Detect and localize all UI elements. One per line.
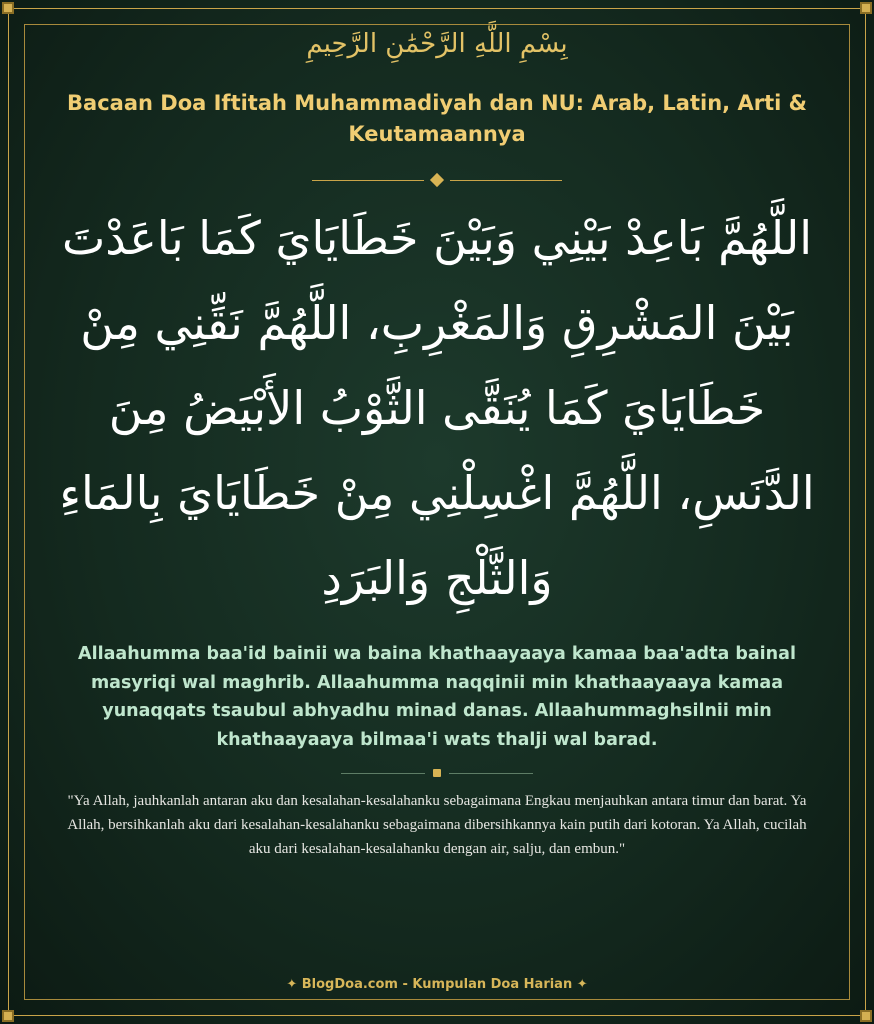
latin-transliteration: Allaahumma baa'id bainii wa baina khathaayaaya kamaa baa'adta bainal masyriqi wal maghrib. Allaahumma naqqinii min khathaayaaya kamaa yunaqqats tsaubul abhyadhu minad danas. Allaahummaghsilnii min khathaayaaya bilmaa'i wats thalji wal barad. bbox=[78, 644, 796, 750]
star-ornament-icon bbox=[430, 173, 444, 187]
square-ornament-icon bbox=[433, 769, 441, 777]
corner-ornament-bottom-left bbox=[2, 1010, 14, 1022]
ornament-divider-top bbox=[0, 175, 874, 185]
divider-line-left bbox=[312, 180, 424, 181]
arabic-prayer-text: اللَّهُمَّ بَاعِدْ بَيْنِي وَبَيْنَ خَطَايَايَ كَمَا بَاعَدْتَ بَيْنَ المَشْرِقِ وَالمَغْرِبِ، اللَّهُمَّ نَقِّنِي مِنْ خَطَايَايَ كَمَا يُنَقَّى الثَّوْبُ الأَبْيَضُ مِنَ الدَّنَسِ، اللَّهُمَّ اغْسِلْنِي مِنْ خَطَايَايَ بِالمَاءِ وَالثَّلْجِ وَالبَرَدِ bbox=[59, 211, 815, 605]
indonesian-translation: "Ya Allah, jauhkanlah antaran aku dan kesalahan-kesalahanku sebagaimana Engkau menjauhkan antara timur dan barat. Ya Allah, bersihkanlah aku dari kesalahan-kesalahanku sebagaimana dibersihkannya kain putih dari kotoran. Ya Allah, cucilah aku dari kesalahan-kesalahanku dengan air, salju, dan embun." bbox=[67, 793, 807, 857]
divider-line-right bbox=[450, 180, 562, 181]
divider-line-left bbox=[341, 773, 425, 774]
page-title: Bacaan Doa Iftitah Muhammadiyah dan NU: Arab, Latin, Arti & Keutamaannya bbox=[67, 91, 807, 146]
corner-ornament-top-right bbox=[860, 2, 872, 14]
divider-line-right bbox=[449, 773, 533, 774]
corner-ornament-bottom-right bbox=[860, 1010, 872, 1022]
bismillah-heading: بِسْمِ اللَّهِ الرَّحْمَٰنِ الرَّحِيمِ bbox=[306, 29, 568, 59]
corner-ornament-top-left bbox=[2, 2, 14, 14]
footer-credit: ✦ BlogDoa.com - Kumpulan Doa Harian ✦ bbox=[286, 977, 588, 992]
ornament-divider-middle bbox=[0, 769, 874, 777]
